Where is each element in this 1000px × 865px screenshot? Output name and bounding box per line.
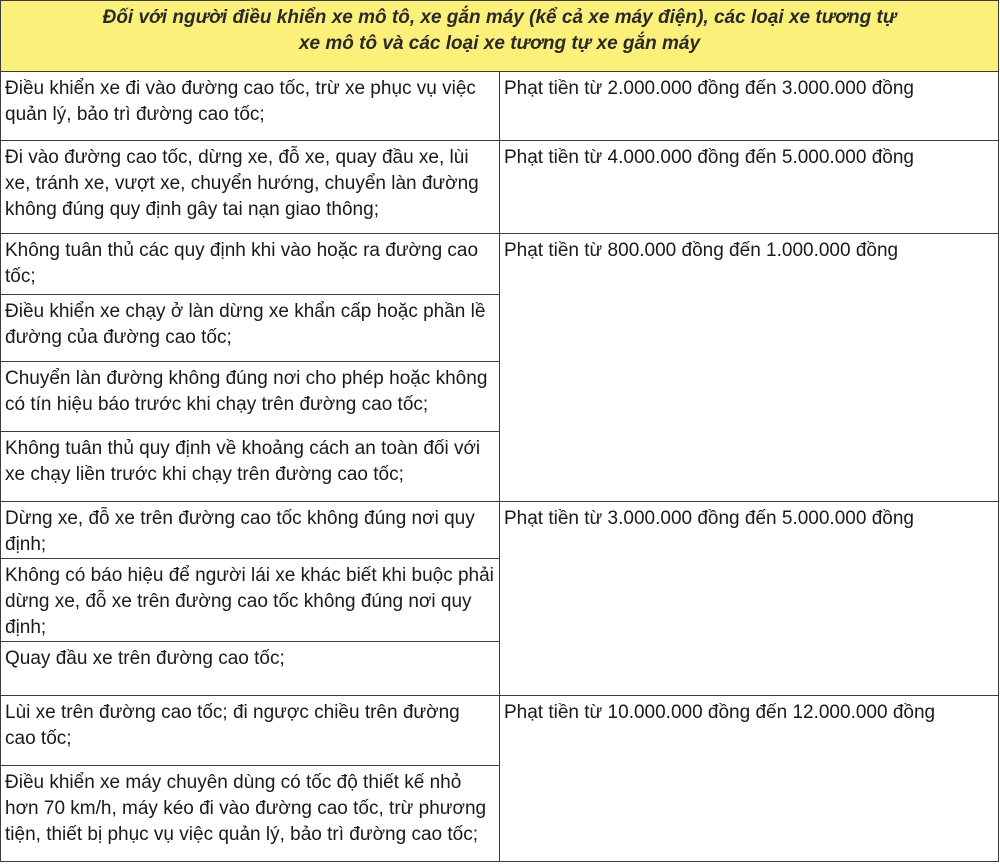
- offense-cell: Đi vào đường cao tốc, dừng xe, đỗ xe, quay đầu xe, lùi xe, tránh xe, vượt xe, chuyển hướng, chuyển làn đường không đúng quy định gây tai nạn giao thông;: [1, 141, 500, 234]
- offense-cell: Không tuân thủ các quy định khi vào hoặc ra đường cao tốc;: [1, 234, 500, 295]
- penalty-cell: Phạt tiền từ 800.000 đồng đến 1.000.000 đồng: [500, 234, 999, 502]
- offense-cell: Điều khiển xe máy chuyên dùng có tốc độ thiết kế nhỏ hơn 70 km/h, máy kéo đi vào đường cao tốc, trừ phương tiện, thiết bị phục vụ việc quản lý, bảo trì đường cao tốc;: [1, 766, 500, 862]
- table-row: [1, 72, 999, 141]
- offense-cell: Không tuân thủ quy định về khoảng cách an toàn đối với xe chạy liền trước khi chạy trên đường cao tốc;: [1, 432, 500, 502]
- offense-cell: Điều khiển xe đi vào đường cao tốc, trừ xe phục vụ việc quản lý, bảo trì đường cao tốc;: [1, 72, 500, 141]
- penalty-cell: Phạt tiền từ 2.000.000 đồng đến 3.000.000 đồng: [500, 72, 999, 141]
- offense-cell: Lùi xe trên đường cao tốc; đi ngược chiều trên đường cao tốc;: [1, 696, 500, 766]
- offense-cell: Không có báo hiệu để người lái xe khác biết khi buộc phải dừng xe, đỗ xe trên đường cao tốc không đúng nơi quy định;: [1, 559, 500, 642]
- table-header: [1, 1, 999, 72]
- header-line-1: Đối với người điều khiển xe mô tô, xe gắn máy (kể cả xe máy điện), các loại xe tương tự: [102, 7, 897, 28]
- offense-cell: Điều khiển xe chạy ở làn dừng xe khẩn cấp hoặc phần lề đường của đường cao tốc;: [1, 295, 500, 362]
- offense-cell: Quay đầu xe trên đường cao tốc;: [1, 642, 500, 696]
- table-row: [1, 141, 999, 234]
- penalty-cell: Phạt tiền từ 10.000.000 đồng đến 12.000.000 đồng: [500, 696, 999, 862]
- table-row: [1, 696, 999, 766]
- table-row: [1, 502, 999, 559]
- offense-cell: Dừng xe, đỗ xe trên đường cao tốc không đúng nơi quy định;: [1, 502, 500, 559]
- table-row: [1, 234, 999, 295]
- penalty-cell: Phạt tiền từ 4.000.000 đồng đến 5.000.000 đồng: [500, 141, 999, 234]
- header-line-2: xe mô tô và các loại xe tương tự xe gắn máy: [298, 33, 701, 54]
- offense-cell: Chuyển làn đường không đúng nơi cho phép hoặc không có tín hiệu báo trước khi chạy trên đường cao tốc;: [1, 362, 500, 432]
- penalty-cell: Phạt tiền từ 3.000.000 đồng đến 5.000.000 đồng: [500, 502, 999, 696]
- table-header-row: [1, 1, 999, 72]
